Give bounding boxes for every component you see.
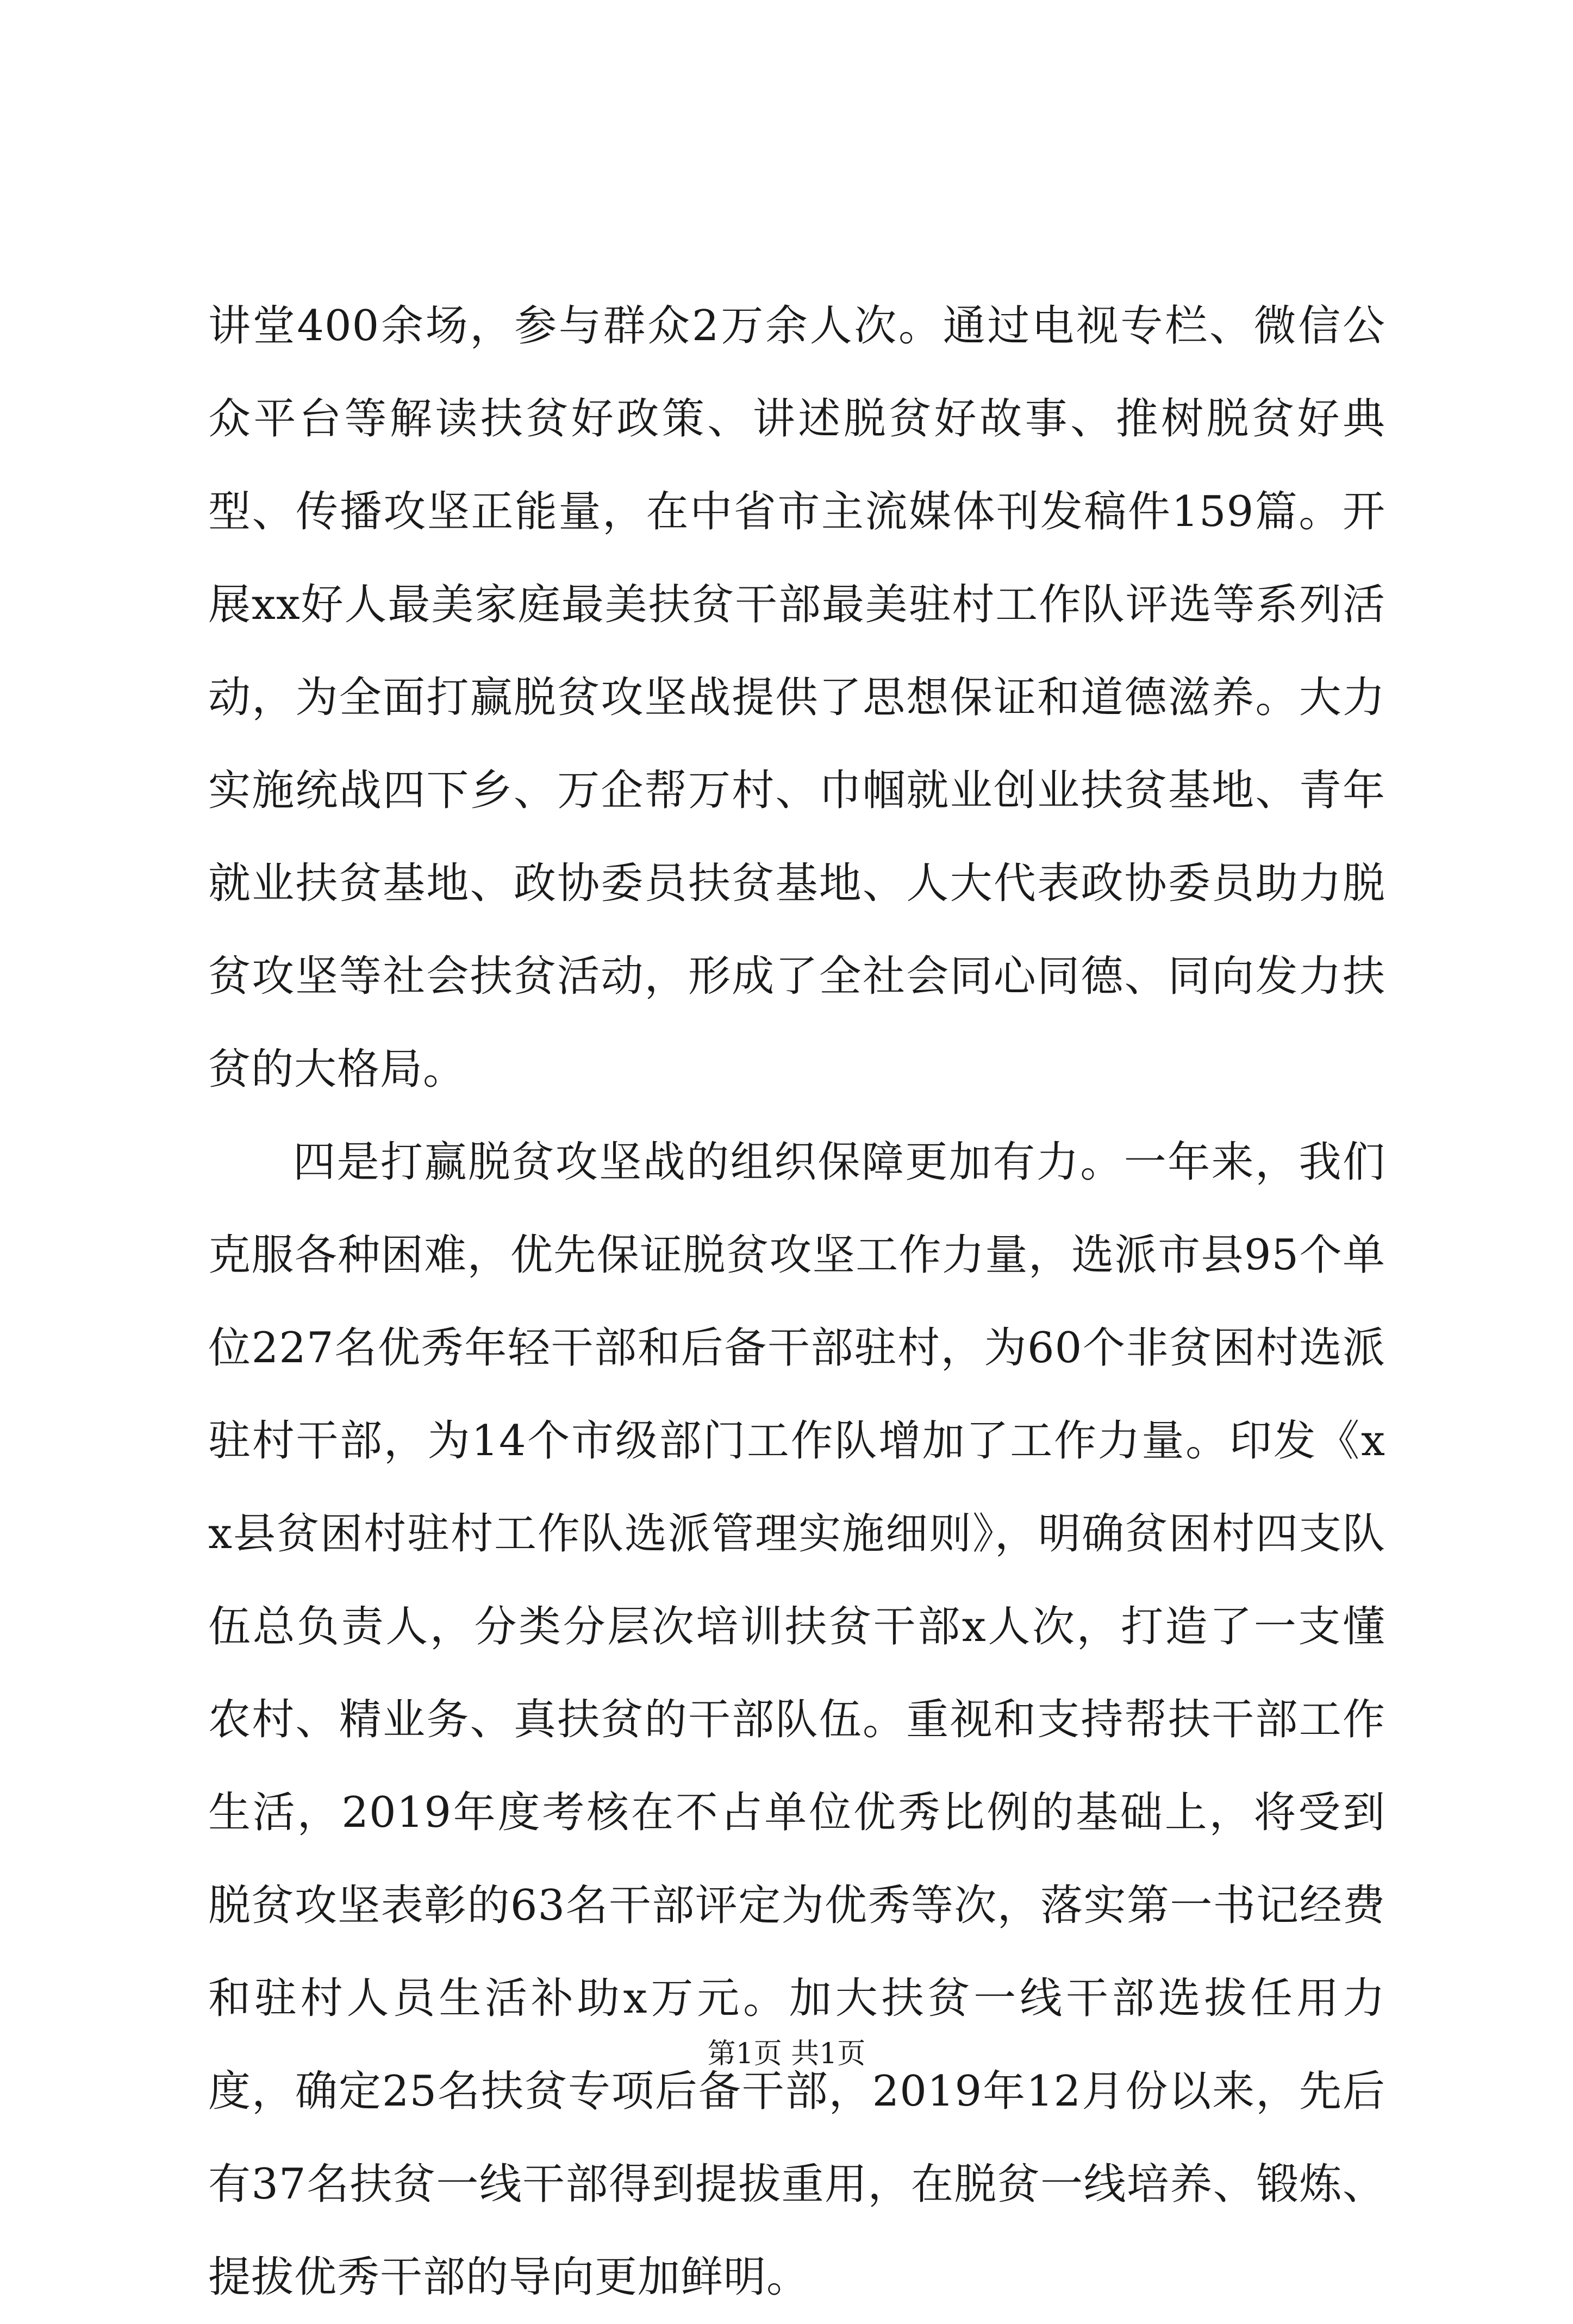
paragraph-social-poverty-alleviation: 讲堂400余场，参与群众2万余人次。通过电视专栏、微信公众平台等解读扶贫好政策、讲述脱贫好故事、推树脱贫好典型、传播攻坚正能量，在中省市主流媒体刊发稿件159篇。开展xx好人最美家庭最美扶贫干部最美驻村工作队评选等系列活动，为全面打赢脱贫攻坚战提供了思想保证和道德滋养。大力实施统战四下乡、万企帮万村、巾帼就业创业扶贫基地、青年就业扶贫基地、政协委员扶贫基地、人大代表政协委员助力脱贫攻坚等社会扶贫活动，形成了全社会同心同德、同向发力扶贫的大格局。 [208, 302, 1385, 1094]
document-body [208, 280, 1385, 2324]
page-number-footer: 第1页 共1页 [707, 2038, 866, 2070]
paragraph-organizational-support: 四是打赢脱贫攻坚战的组织保障更加有力。一年来，我们克服各种困难，优先保证脱贫攻坚工作力量，选派市县95个单位227名优秀年轻干部和后备干部驻村，为60个非贫困村选派驻村干部，为14个市级部门工作队增加了工作力量。印发《xx县贫困村驻村工作队选派管理实施细则》，明确贫困村四支队伍总负责人，分类分层次培训扶贫干部x人次，打造了一支懂农村、精业务、真扶贫的干部队伍。重视和支持帮扶干部工作生活，2019年度考核在不占单位优秀比例的基础上，将受到脱贫攻坚表彰的63名干部评定为优秀等次，落实第一书记经费和驻村人员生活补助x万元。加大扶贫一线干部选拔任用力度，确定25名扶贫专项后备干部，2019年12月份以来，先后有37名扶贫一线干部得到提拔重用，在脱贫一线培养、锻炼、提拔优秀干部的导向更加鲜明。 [208, 1138, 1385, 2302]
